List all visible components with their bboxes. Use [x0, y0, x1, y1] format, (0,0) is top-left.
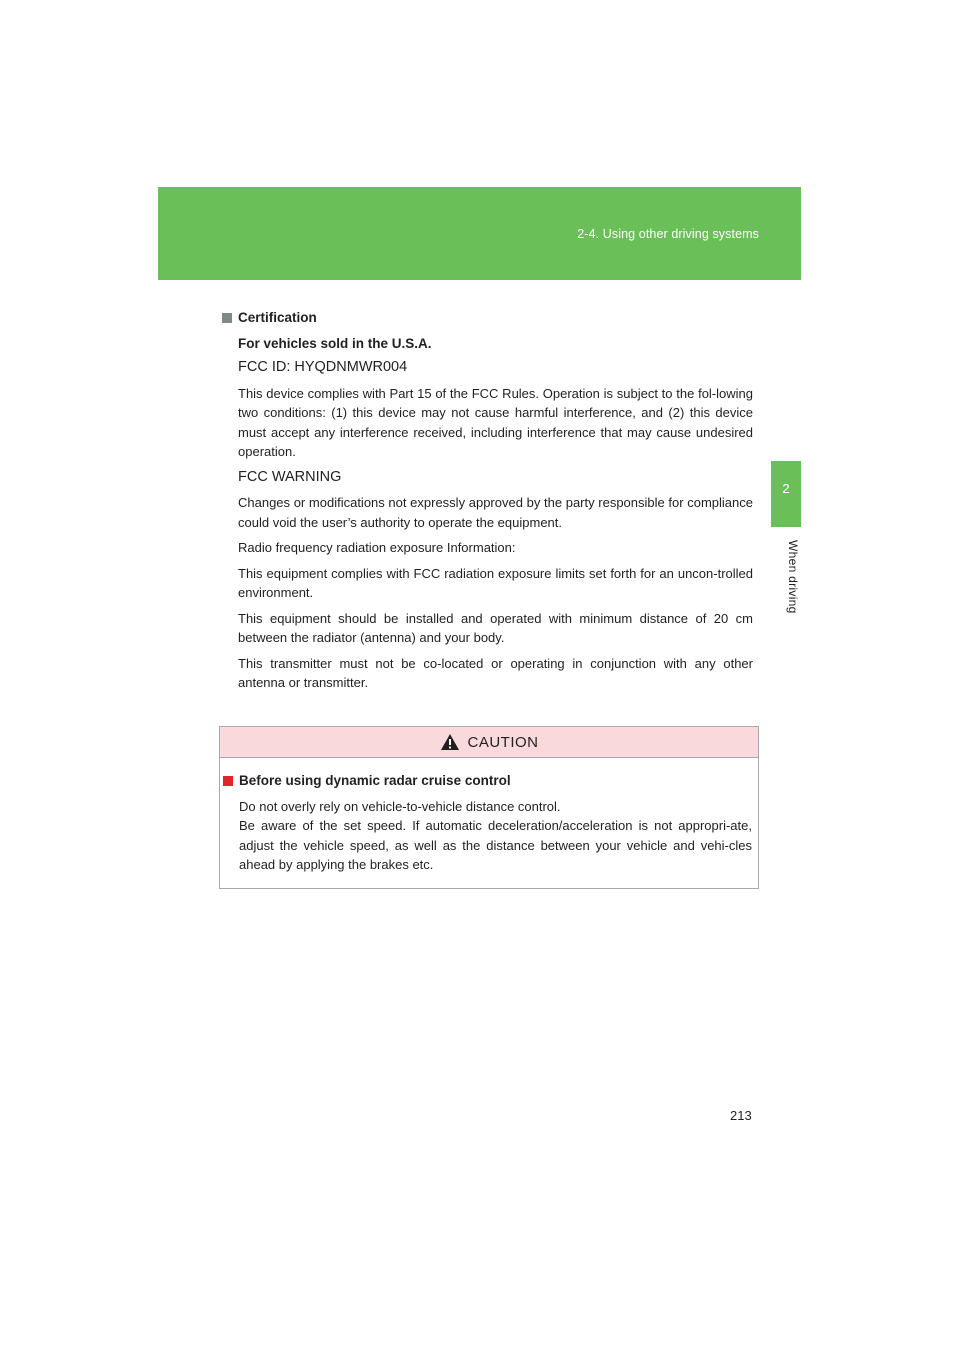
chapter-number: 2	[782, 481, 790, 496]
fcc-id: FCC ID: HYQDNMWR004	[238, 359, 408, 375]
rf-exposure-paragraph-3: This transmitter must not be co-located or operating in conjunction with any other antenna or transmitter.	[238, 655, 753, 690]
region-subheading: For vehicles sold in the U.S.A.	[238, 335, 432, 351]
rf-exposure-title: Radio frequency radiation exposure Information:	[238, 540, 516, 555]
chapter-label: When driving	[786, 540, 800, 614]
certification-heading-text: Certification	[238, 310, 317, 325]
caution-header	[220, 727, 758, 758]
header-band	[158, 187, 801, 280]
caution-line-1: Do not overly rely on vehicle-to-vehicle distance control.	[239, 798, 561, 814]
compliance-paragraph: This device complies with Part 15 of the FCC Rules. Operation is subject to the fol-lowing two conditions: (1) this device may not cause harmful interference, and (2) this device must accept any interference received, including interference that may cause undesired operation.	[238, 385, 753, 459]
section-title: 2-4. Using other driving systems	[577, 227, 759, 241]
rf-exposure-paragraph-1: This equipment complies with FCC radiation exposure limits set forth for an uncon-trolled environment.	[238, 565, 753, 600]
caution-heading-text: Before using dynamic radar cruise control	[239, 773, 511, 788]
page-number: 213	[730, 1108, 752, 1123]
caution-box	[219, 726, 759, 889]
chapter-tab	[771, 461, 801, 527]
square-bullet-icon	[222, 313, 232, 323]
fcc-warning-paragraph: Changes or modifications not expressly approved by the party responsible for compliance could void the user’s authority to operate the equipment.	[238, 495, 753, 530]
caution-title: CAUTION	[467, 733, 539, 751]
fcc-warning-title: FCC WARNING	[238, 468, 342, 485]
certification-heading	[222, 308, 753, 328]
square-bullet-icon	[223, 776, 233, 786]
caution-heading	[223, 771, 752, 791]
caution-body	[220, 758, 758, 875]
caution-line-2: Be aware of the set speed. If automatic deceleration/acceleration is not appropri-ate, adjust the vehicle speed, as well as the distance between your vehicle and vehi-cles ahead by applying the brakes etc.	[239, 818, 752, 872]
caution-text	[223, 797, 752, 875]
warning-triangle-icon	[440, 733, 460, 751]
rf-exposure-paragraph-2: This equipment should be installed and operated with minimum distance of 20 cm between the radiator (antenna) and your body.	[238, 610, 753, 645]
certification-section	[222, 308, 753, 699]
certification-body	[222, 334, 753, 693]
